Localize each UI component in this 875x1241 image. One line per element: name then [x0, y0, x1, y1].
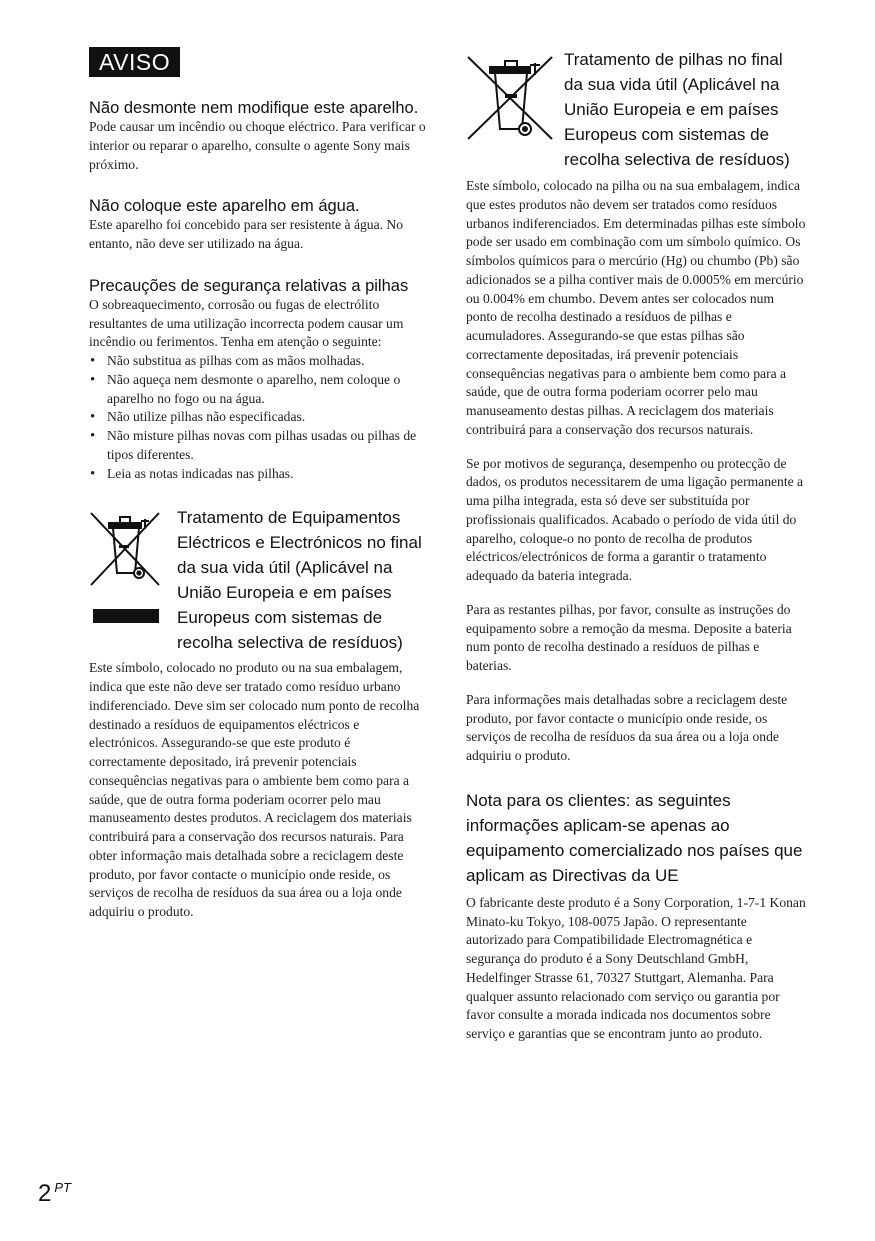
eu-notice-body: O fabricante deste produto é a Sony Corporation, 1-7-1 Konan Minato-ku Tokyo, 108-0075 Japão. O representante autorizado para Compatibilidade Electromagnética e segurança do produto é a Sony Deutschland GmbH, Hedelfinger Strasse 61, 70327 Stuttgart, Alemanha. Para qualquer assunto relacionado com serviço ou garantia por favor consulte a morada indicada nos documentos sobre serviço e garantias que se encontram junto ao produto. [466, 894, 806, 1041]
weee-batteries-header [466, 47, 806, 172]
precautions-list [89, 352, 427, 483]
section-battery-precautions [89, 276, 427, 484]
weee-equipment-title: Tratamento de Equipamentos Eléctricos e Electrónicos no final da sua vida útil (Aplicável na União Europeia e em países Europeus com sistemas de recolha selectiva de resíduos) [177, 508, 422, 653]
eu-notice-title: Nota para os clientes: as seguintes informações aplicam-se apenas ao equipamento comercializado nos países que aplicam as Directivas da UE [466, 790, 803, 885]
section-no-water [89, 196, 427, 254]
list-item: • Não utilize pilhas não especificadas. [89, 408, 427, 427]
left-column [89, 47, 427, 922]
eu-notice-section [466, 788, 806, 1044]
batteries-paragraph: Para as restantes pilhas, por favor, consulte as instruções do equipamento sobre a remoção da mesma. Deposite a bateria num ponto de recolha destinado a resíduos de pilhas e baterias. [466, 601, 792, 673]
language-code: PT [54, 1180, 71, 1195]
section-no-disassemble [89, 98, 427, 174]
weee-batteries-title: Tratamento de pilhas no final da sua vida útil (Aplicável na União Europeia e em países Europeus com sistemas de recolha selectiva de resíduos) [564, 50, 790, 169]
section-title: Não desmonte nem modifique este aparelho. [89, 99, 419, 117]
batteries-paragraph: Se por motivos de segurança, desempenho ou protecção de dados, os produtos necessitarem de uma ligação permanente a uma pilha integrada, esta só deve ser substituída por profissionais qualificados. Acabado o período de vida útil do aparelho, coloque-o no ponto de recolha de produtos eléctricos/electrónicos de forma a garantir o tratamento adequado da bateria integrada. [466, 455, 804, 583]
weee-equipment-header [89, 505, 427, 655]
batteries-paragraph: Para informações mais detalhadas sobre a reciclagem deste produto, por favor contacte o município onde reside, os serviços de recolha de resíduos da sua área ou a loja onde adquiriu o produto. [466, 691, 788, 763]
list-item: • Não substitua as pilhas com as mãos molhadas. [89, 352, 427, 371]
crossed-out-bin-icon [89, 507, 161, 591]
section-body: Este aparelho foi concebido para ser resistente à água. No entanto, não deve ser utilizado na água. [89, 217, 404, 251]
section-title: Não coloque este aparelho em água. [89, 197, 360, 216]
list-item: • Não aqueça nem desmonte o aparelho, nem coloque o aparelho no fogo ou na água. [89, 371, 427, 409]
date-bar-mark [93, 609, 159, 623]
list-item: • Não misture pilhas novas com pilhas usadas ou pilhas de tipos diferentes. [89, 427, 427, 465]
aviso-heading: AVISO [89, 47, 180, 77]
page-number [38, 1180, 71, 1208]
section-title: Precauções de segurança relativas a pilhas [89, 276, 409, 295]
section-body: Pode causar um incêndio ou choque eléctrico. Para verificar o interior ou reparar o aparelho, consulte o agente Sony mais próximo. [89, 119, 426, 172]
crossed-out-bin-icon [466, 53, 556, 143]
list-item: • Leia as notas indicadas nas pilhas. [89, 465, 427, 484]
right-column [466, 47, 806, 1044]
batteries-paragraph: Este símbolo, colocado na pilha ou na sua embalagem, indica que estes produtos não devem ser tratados como resíduos urbanos indiferenciados. Em determinadas pilhas este símbolo pode ser usado em combinação com um símbolo químico. Os símbolos químicos para o mercúrio (Hg) ou chumbo (Pb) são adicionados se a pilha contiver mais de 0.0005% em mercúrio ou 0.004% em chumbo. Devem antes ser colocados num ponto de recolha destinado a resíduos de pilhas e acumuladores. Assegurando-se que estas pilhas são correctamente depositadas, irá prevenir potenciais consequências negativas para o ambiente bem como para a saúde, que de outra forma poderiam ocorrer pelo mau manuseamento destas pilhas. A reciclagem dos materiais contribuirá para a conservação dos recursos naturais. [466, 178, 806, 437]
section-body: O sobreaquecimento, corrosão ou fugas de electrólito resultantes de uma utilização incorrecta podem causar um incêndio ou ferimentos. Tenha em atenção o seguinte: [89, 296, 404, 350]
weee-equipment-body: Este símbolo, colocado no produto ou na sua embalagem, indica que este não deve ser tratado como resíduo urbano indiferenciado. Deve sim ser colocado num ponto de recolha destinado a resíduos de equipamentos eléctricos e electrónicos. Assegurando-se que este produto é correctamente depositado, irá prevenir potenciais consequências negativas para o ambiente bem como para a saúde, que de outra forma poderiam ocorrer pelo mau manuseamento destes produtos. A reciclagem dos materiais contribuirá para a conservação dos recursos naturais. Para obter informação mais detalhada sobre a reciclagem deste produto, por favor contacte o município onde reside, os serviços de recolha de resíduos da sua área ou a loja onde adquiriu o produto. [89, 660, 420, 919]
page-number-value: 2 [38, 1180, 52, 1207]
